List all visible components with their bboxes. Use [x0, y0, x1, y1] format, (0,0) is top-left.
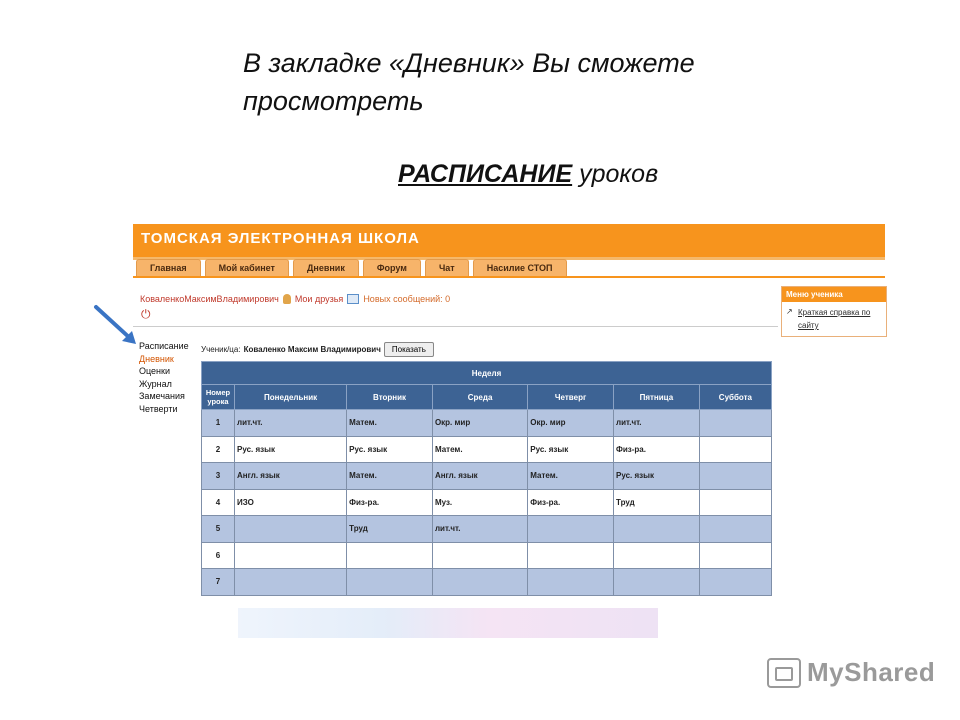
main-nav: [136, 259, 567, 277]
diary-nav-item[interactable]: Оценки: [139, 366, 170, 376]
lesson-cell: Рус. язык: [528, 436, 614, 463]
lesson-number: 7: [202, 569, 235, 596]
nav-tab[interactable]: Дневник: [293, 259, 359, 277]
myshared-logo: [767, 657, 935, 688]
lesson-cell: [699, 542, 771, 569]
diary-nav-item[interactable]: Четверти: [139, 403, 178, 414]
lesson-cell: Англ. язык: [432, 463, 527, 490]
diary-nav-item[interactable]: Журнал: [139, 378, 172, 389]
schedule-row: [202, 410, 772, 437]
lesson-cell: [528, 569, 614, 596]
lesson-cell: Рус. язык: [614, 463, 700, 490]
lesson-cell: [699, 569, 771, 596]
student-menu: [781, 286, 887, 337]
lesson-number: 3: [202, 463, 235, 490]
day-header: Понедельник: [235, 385, 347, 410]
lesson-cell: Матем.: [347, 410, 433, 437]
nav-underline: [133, 276, 885, 278]
slide-title: В закладке «Дневник» Вы сможете просмотреть: [243, 48, 695, 116]
lesson-cell: Труд: [347, 516, 433, 543]
screenshot: [133, 224, 885, 624]
site-header: [133, 224, 885, 260]
lesson-cell: Матем.: [432, 436, 527, 463]
separator: [133, 326, 778, 327]
diary-nav-item[interactable]: Замечания: [139, 391, 185, 401]
lesson-cell: Рус. язык: [235, 436, 347, 463]
slide-subtitle: [398, 160, 658, 189]
lesson-number: 2: [202, 436, 235, 463]
myshared-logo-text: MyShared: [807, 657, 936, 687]
schedule-row: [202, 436, 772, 463]
friends-link[interactable]: Мои друзья: [294, 294, 344, 304]
schedule-row: [202, 569, 772, 596]
day-header: Четверг: [528, 385, 614, 410]
diary-nav-item[interactable]: Дневник: [139, 353, 174, 364]
lesson-cell: Физ-ра.: [347, 489, 433, 516]
power-icon[interactable]: ⏻: [141, 307, 151, 321]
day-header: Суббота: [699, 385, 771, 410]
day-header: Среда: [432, 385, 527, 410]
day-header: Пятница: [614, 385, 700, 410]
lesson-cell: Окр. мир: [528, 410, 614, 437]
lesson-number: 1: [202, 410, 235, 437]
student-name: Коваленко Максим Владимирович: [243, 345, 381, 354]
schedule-row: [202, 516, 772, 543]
nav-tab[interactable]: Насилие СТОП: [473, 259, 567, 277]
nav-tab[interactable]: Мой кабинет: [205, 259, 289, 277]
lesson-cell: [699, 516, 771, 543]
lesson-cell: Труд: [614, 489, 700, 516]
lesson-cell: [432, 569, 527, 596]
myshared-logo-icon: [767, 658, 801, 688]
subtitle-rest: уроков: [572, 160, 659, 188]
lesson-cell: [699, 489, 771, 516]
lesson-cell: лит.чт.: [235, 410, 347, 437]
day-header: Вторник: [347, 385, 433, 410]
schedule-row: [202, 489, 772, 516]
messages-icon: [347, 294, 359, 304]
lesson-cell: [347, 542, 433, 569]
lesson-number: 4: [202, 489, 235, 516]
lesson-cell: Англ. язык: [235, 463, 347, 490]
messages-link[interactable]: Новых сообщений: 0: [363, 294, 451, 304]
nav-tab[interactable]: Форум: [363, 259, 421, 277]
lesson-cell: [347, 569, 433, 596]
user-line: [140, 294, 450, 304]
lesson-cell: Физ-ра.: [614, 436, 700, 463]
background-image-fragment: [238, 608, 658, 638]
lesson-cell: [528, 516, 614, 543]
lesson-cell: Рус. язык: [347, 436, 433, 463]
week-header: Неделя: [202, 362, 772, 385]
lesson-cell: Матем.: [528, 463, 614, 490]
schedule-table: [201, 361, 772, 596]
diary-nav-item[interactable]: Расписание: [139, 341, 189, 351]
lesson-cell: лит.чт.: [432, 516, 527, 543]
student-label: Ученик/ца:: [201, 345, 241, 354]
lesson-cell: [432, 542, 527, 569]
schedule-row: [202, 542, 772, 569]
help-link-label: Краткая справка по сайту: [798, 308, 871, 330]
nav-tab[interactable]: Главная: [136, 259, 201, 277]
subtitle-emphasis: РАСПИСАНИЕ: [398, 160, 573, 188]
lesson-cell: [614, 542, 700, 569]
lesson-cell: [235, 542, 347, 569]
lesson-cell: Физ-ра.: [528, 489, 614, 516]
lesson-cell: ИЗО: [235, 489, 347, 516]
lesson-number: 5: [202, 516, 235, 543]
lesson-cell: [235, 516, 347, 543]
external-link-icon: ↗: [786, 307, 793, 316]
lesson-cell: Муз.: [432, 489, 527, 516]
student-menu-header: Меню ученика: [782, 287, 886, 302]
lesson-cell: [528, 542, 614, 569]
lesson-cell: лит.чт.: [614, 410, 700, 437]
diary-nav: [139, 340, 189, 415]
lesson-number-header: Номер урока: [202, 385, 235, 410]
help-link[interactable]: [782, 302, 886, 336]
student-row: [201, 342, 434, 357]
lesson-cell: [614, 516, 700, 543]
nav-tab[interactable]: Чат: [425, 259, 469, 277]
show-button[interactable]: Показать: [384, 342, 434, 357]
lesson-cell: [235, 569, 347, 596]
lesson-cell: Матем.: [347, 463, 433, 490]
friends-icon: [283, 294, 291, 304]
lesson-cell: [699, 436, 771, 463]
schedule-row: [202, 463, 772, 490]
lesson-cell: [614, 569, 700, 596]
lesson-number: 6: [202, 542, 235, 569]
site-title: ТОМСКАЯ ЭЛЕКТРОННАЯ ШКОЛА: [141, 230, 420, 247]
lesson-cell: [699, 463, 771, 490]
user-name-link[interactable]: КоваленкоМаксимВладимирович: [140, 294, 279, 304]
lesson-cell: Окр. мир: [432, 410, 527, 437]
lesson-cell: [699, 410, 771, 437]
